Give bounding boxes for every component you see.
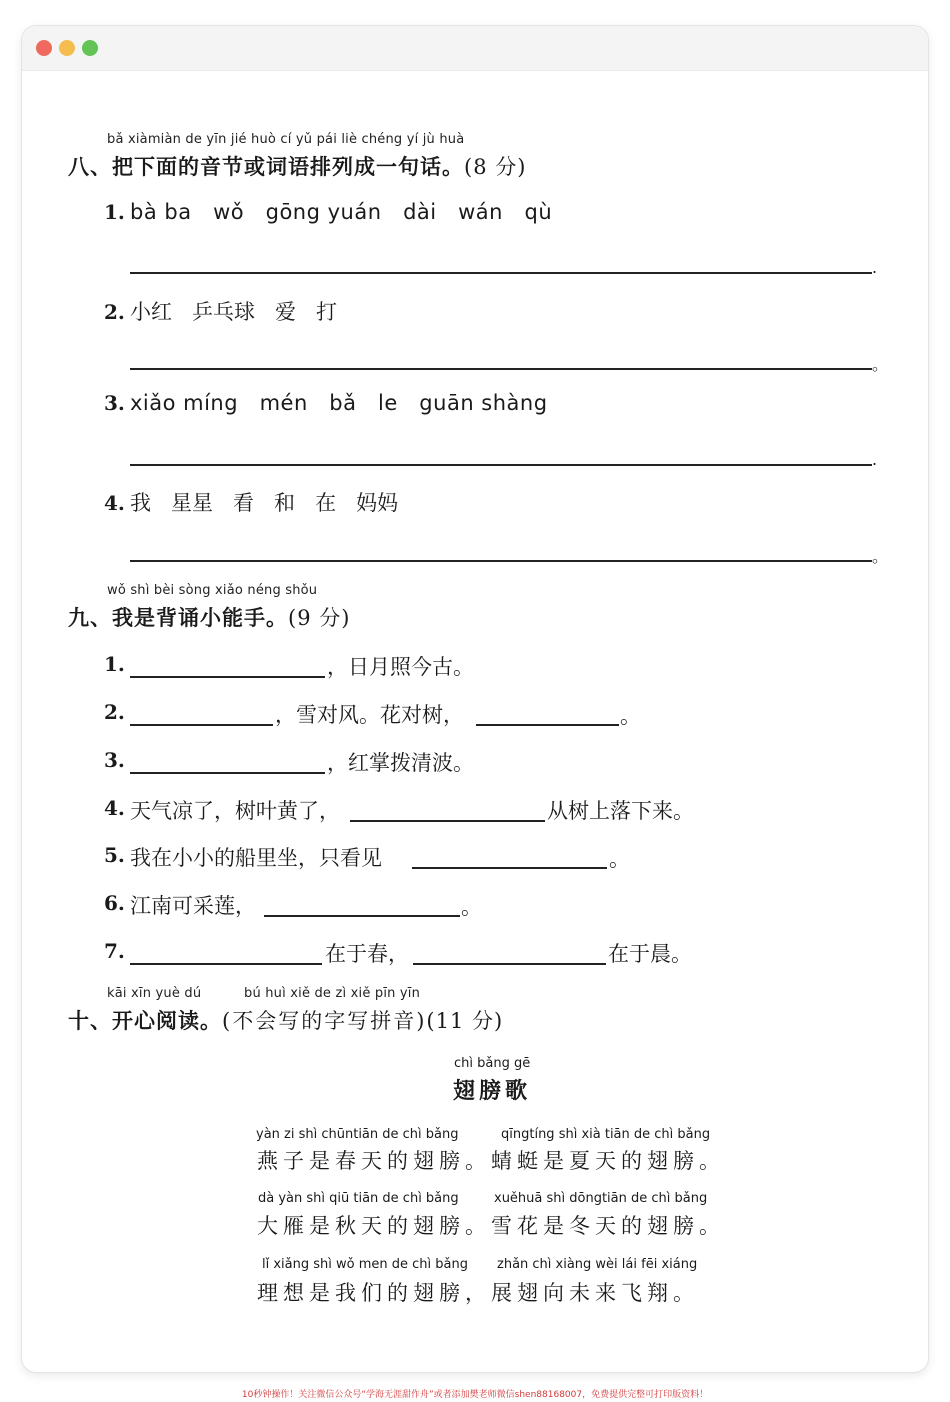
question-number: 1.: [104, 652, 125, 676]
recitation-text: 从树上落下来。: [547, 799, 694, 823]
blank-9-4[interactable]: [350, 820, 545, 822]
recitation-text: 在于晨。: [608, 942, 692, 966]
poem-pinyin: dà yàn shì qiū tiān de chì bǎng: [258, 1191, 459, 1206]
question-number: 4.: [104, 796, 125, 820]
recitation-end: 。: [461, 895, 482, 919]
poem-line: 理想是我们的翅膀，展翅向未来飞翔。: [257, 1281, 699, 1305]
question-words: xiǎo míng mén bǎ le guān shàng: [129, 391, 548, 415]
section10-pinyin-hint-b: bú huì xiě de zì xiě pīn yīn: [244, 986, 421, 1001]
question-words: 小红 乒乓球 爱 打: [129, 300, 338, 324]
blank-9-2b[interactable]: [476, 724, 619, 726]
footer-notice: 10秒钟操作！关注微信公众号“学海无涯甜作舟”或者添加樊老师微信shen88168007，免费提供完整可打印版资料！: [241, 1390, 709, 1400]
blank-9-1[interactable]: [130, 676, 325, 678]
maximize-window-button[interactable]: [82, 40, 98, 56]
poem-pinyin: xuěhuā shì dōngtiān de chì bǎng: [494, 1191, 708, 1206]
answer-end-mark: .: [872, 450, 878, 469]
section8-title-text: 八、把下面的音节或词语排列成一句话。: [68, 154, 464, 179]
question-number: 2.: [104, 700, 125, 724]
recitation-text: 我在小小的船里坐，只看见: [130, 846, 382, 870]
blank-9-7a[interactable]: [130, 963, 322, 965]
blank-9-5[interactable]: [412, 867, 607, 869]
answer-end-mark: .: [872, 258, 878, 277]
answer-line-8-3[interactable]: [130, 464, 872, 466]
section9-title: [68, 602, 350, 632]
section8-question-4: [104, 487, 398, 517]
section9-title-text: 九、我是背诵小能手。: [68, 605, 288, 630]
blank-9-6[interactable]: [264, 915, 460, 917]
poem-pinyin: yàn zi shì chūntiān de chì bǎng: [256, 1127, 459, 1142]
section8-title: [68, 151, 526, 181]
minimize-window-button[interactable]: [59, 40, 75, 56]
recitation-text: 天气凉了，树叶黄了，: [130, 799, 340, 823]
section8-question-2: [104, 296, 337, 326]
poem-pinyin: qīngtíng shì xià tiān de chì bǎng: [501, 1127, 711, 1142]
blank-9-2a[interactable]: [130, 724, 273, 726]
section10-title: [68, 1005, 503, 1035]
section8-score: (8 分): [464, 155, 527, 179]
recitation-text: 在于春，: [325, 942, 409, 966]
poem-pinyin: lǐ xiǎng shì wǒ men de chì bǎng: [262, 1257, 468, 1272]
section10-pinyin-hint-a: kāi xīn yuè dú: [107, 986, 202, 1001]
question-number: 1.: [104, 200, 125, 224]
section10-title-text: 十、开心阅读。: [68, 1008, 222, 1033]
answer-line-8-1[interactable]: [130, 272, 872, 274]
blank-9-7b[interactable]: [413, 963, 606, 965]
answer-end-mark: 。: [872, 355, 889, 374]
section9-score: (9 分): [288, 606, 351, 630]
answer-line-8-2[interactable]: [130, 368, 872, 370]
answer-end-mark: 。: [872, 547, 889, 566]
question-number: 5.: [104, 843, 125, 867]
poem-line: 燕子是春天的翅膀。蜻蜓是夏天的翅膀。: [257, 1149, 725, 1173]
section10-score: (11 分): [426, 1009, 504, 1033]
question-number: 4.: [104, 491, 125, 515]
recitation-text: ，红掌拨清波。: [327, 751, 474, 775]
poem-line: 大雁是秋天的翅膀。雪花是冬天的翅膀。: [257, 1214, 725, 1238]
question-number: 2.: [104, 300, 125, 324]
section8-pinyin-hint: bǎ xiàmiàn de yīn jié huò cí yǔ pái liè chéng yí jù huà: [107, 132, 465, 147]
poem-title-pinyin: chì bǎng gē: [454, 1056, 531, 1071]
poem-pinyin: zhǎn chì xiàng wèi lái fēi xiáng: [497, 1257, 698, 1272]
recitation-text: 江南可采莲，: [130, 894, 256, 918]
section8-question-3: [104, 391, 548, 415]
section10-subtitle: (不会写的字写拼音): [222, 1009, 427, 1033]
question-number: 3.: [104, 748, 125, 772]
poem-title: 翅膀歌: [453, 1078, 532, 1104]
recitation-end: 。: [620, 704, 641, 728]
recitation-end: 。: [609, 847, 630, 871]
question-number: 6.: [104, 891, 125, 915]
window-titlebar: [22, 26, 928, 71]
question-words: 我 星星 看 和 在 妈妈: [129, 491, 399, 515]
section8-question-1: [104, 200, 552, 224]
blank-9-3[interactable]: [130, 772, 325, 774]
section9-pinyin-hint: wǒ shì bèi sòng xiǎo néng shǒu: [107, 583, 318, 598]
recitation-text: ，雪对风。花对树，: [275, 703, 464, 727]
question-number: 3.: [104, 391, 125, 415]
answer-line-8-4[interactable]: [130, 560, 872, 562]
recitation-text: ，日月照今古。: [327, 655, 474, 679]
close-window-button[interactable]: [36, 40, 52, 56]
question-words: bà ba wǒ gōng yuán dài wán qù: [129, 200, 553, 224]
question-number: 7.: [104, 939, 125, 963]
